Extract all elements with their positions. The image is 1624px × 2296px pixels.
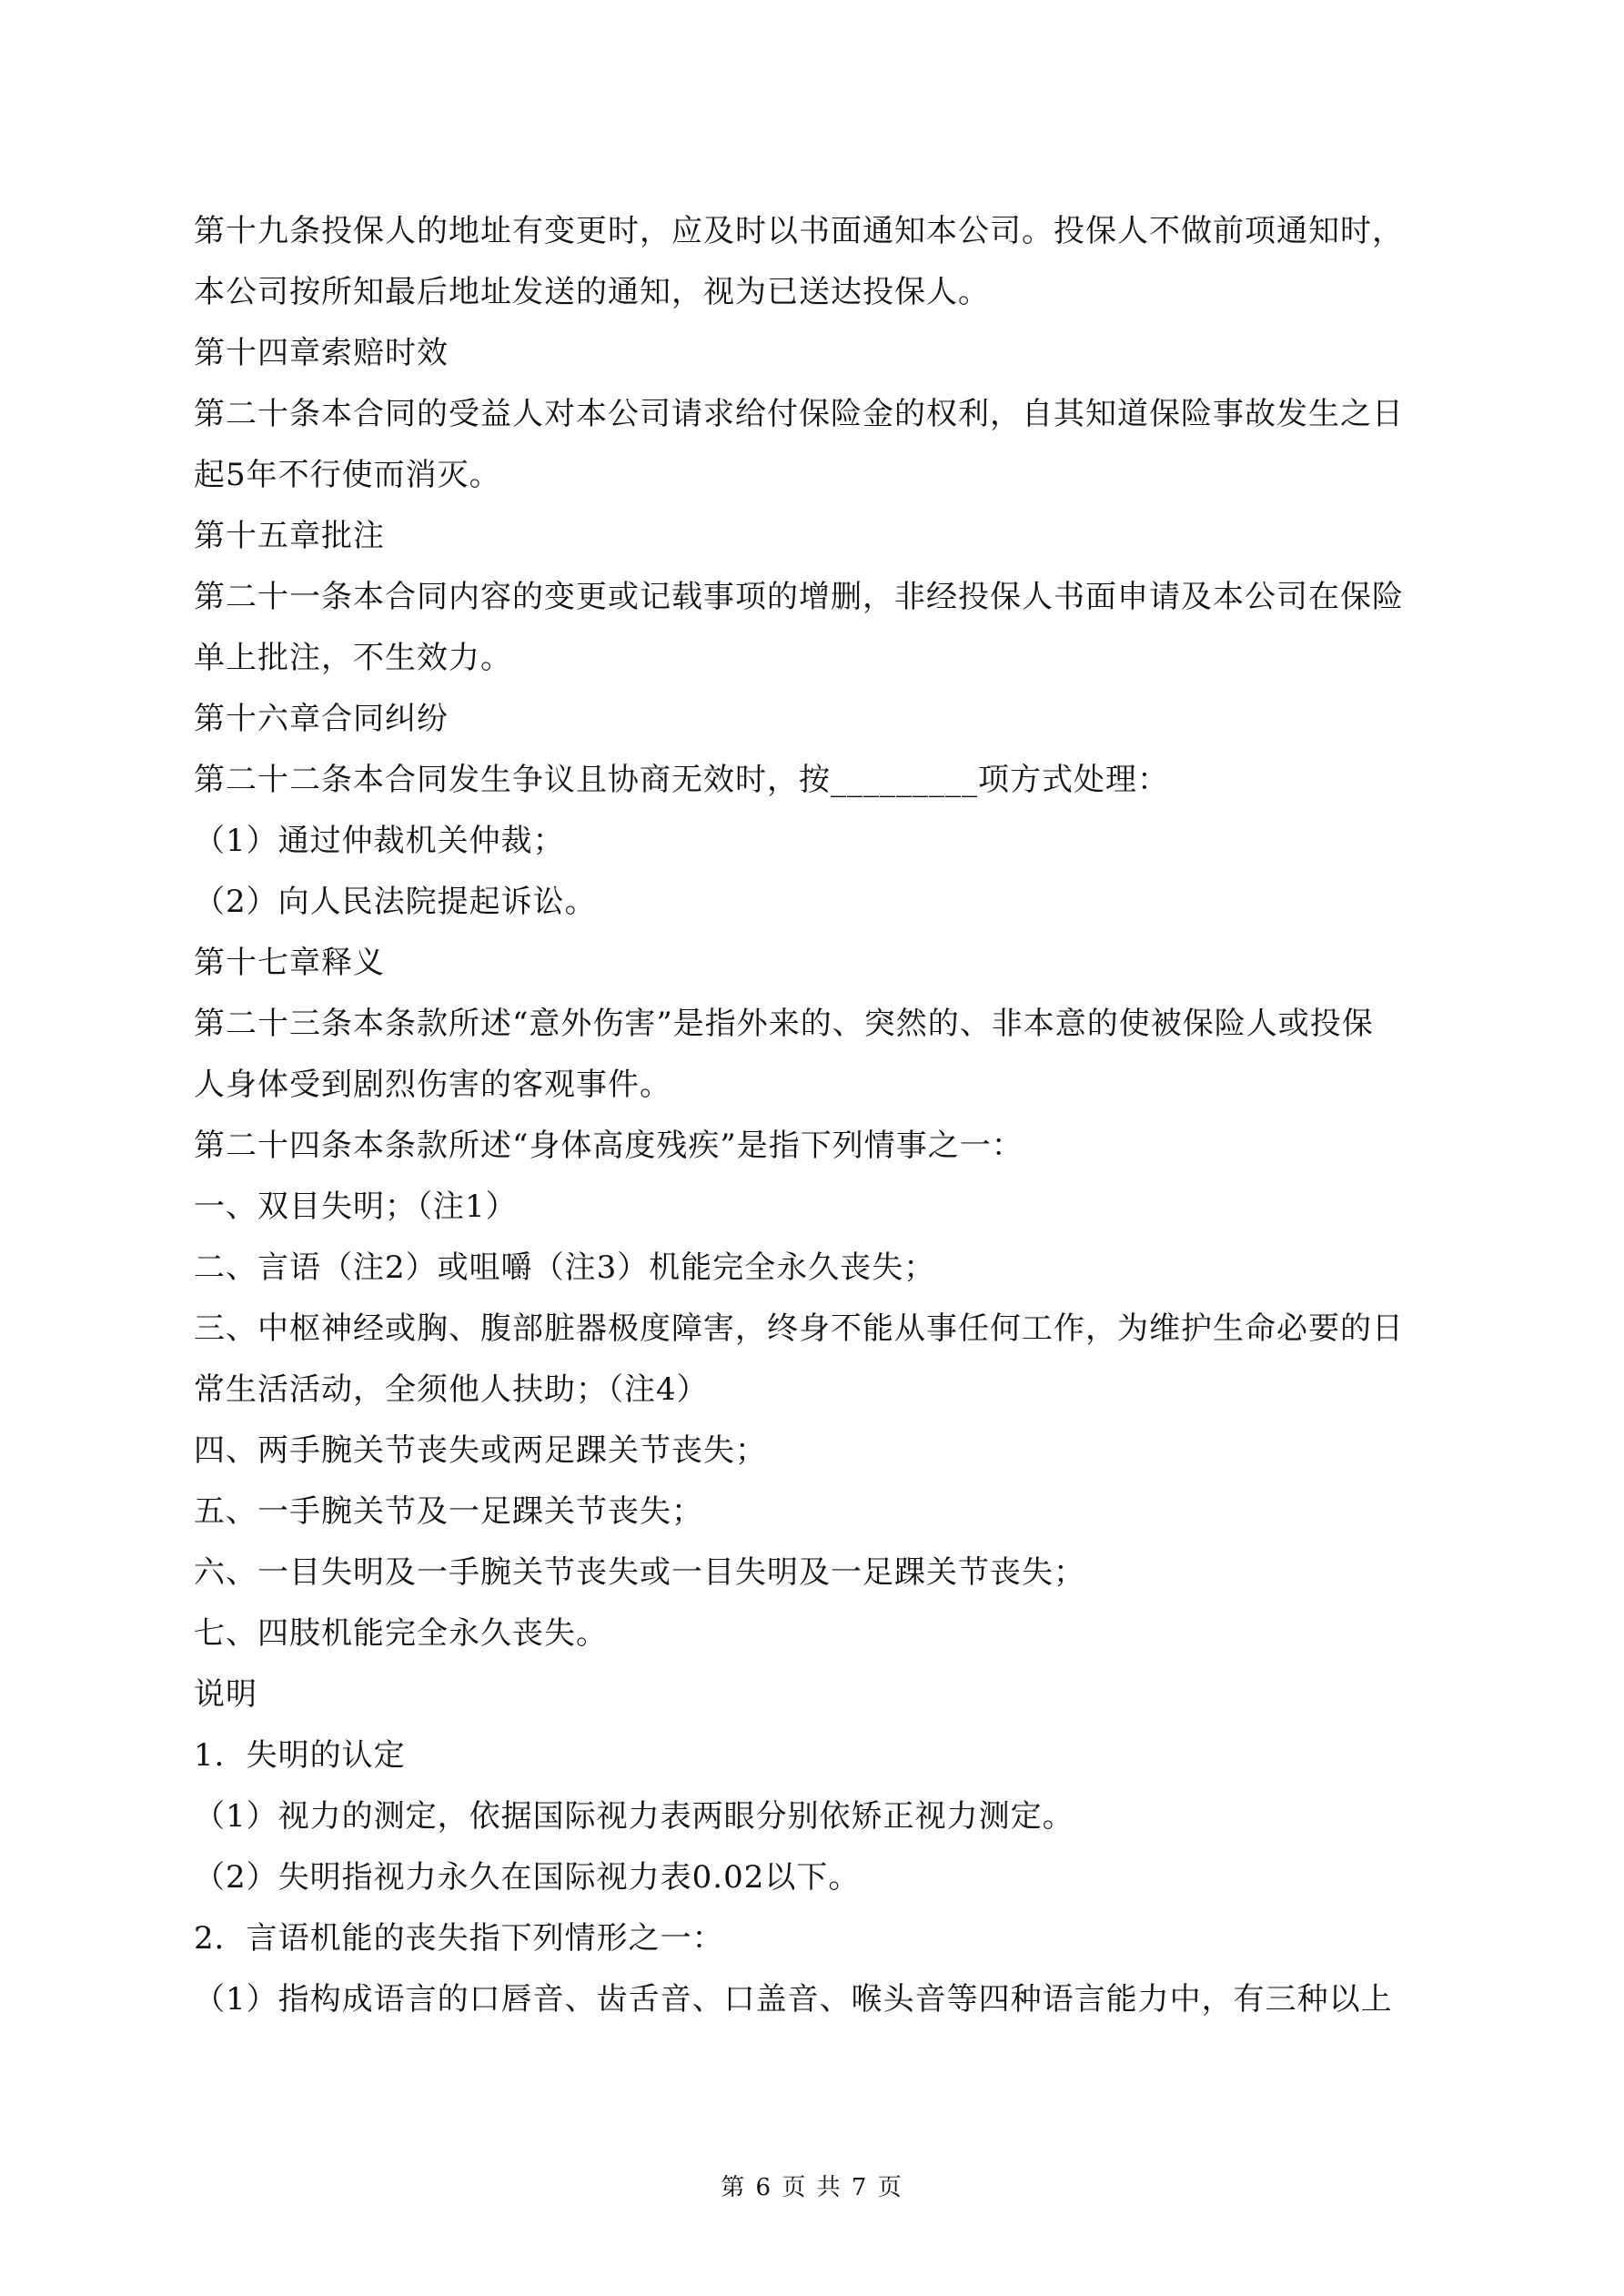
paragraph-line: 第二十一条本合同内容的变更或记载事项的增删，非经投保人书面申请及本公司在保险 bbox=[194, 579, 1404, 615]
chapter-heading: 第十七章释义 bbox=[194, 945, 385, 981]
list-item: （1）视力的测定，依据国际视力表两眼分别依矫正视力测定。 bbox=[194, 1798, 1074, 1835]
list-item: 1．失明的认定 bbox=[194, 1737, 406, 1774]
list-item: 五、一手腕关节及一足踝关节丧失； bbox=[194, 1493, 703, 1530]
paragraph-line: 单上批注，不生效力。 bbox=[194, 640, 512, 676]
paragraph-line: 本公司按所知最后地址发送的通知，视为已送达投保人。 bbox=[194, 274, 990, 310]
paragraph-line: 第二十条本合同的受益人对本公司请求给付保险金的权利，自其知道保险事故发生之日 bbox=[194, 396, 1404, 432]
list-item: （1）通过仲裁机关仲裁； bbox=[194, 823, 565, 859]
paragraph-line: 人身体受到剧烈伤害的客观事件。 bbox=[194, 1067, 671, 1103]
chapter-heading: 第十四章索赔时效 bbox=[194, 335, 449, 371]
list-item: 三、中枢神经或胸、腹部脏器极度障害，终身不能从事任何工作，为维护生命必要的日 bbox=[194, 1310, 1404, 1347]
paragraph-line: 第二十二条本合同发生争议且协商无效时，按_________项方式处理： bbox=[194, 762, 1169, 798]
chapter-heading: 第十六章合同纠纷 bbox=[194, 701, 449, 737]
list-item: （2）失明指视力永久在国际视力表0.02以下。 bbox=[194, 1859, 861, 1896]
list-item: 六、一目失明及一手腕关节丧失或一目失明及一足踝关节丧失； bbox=[194, 1554, 1085, 1591]
section-heading: 说明 bbox=[194, 1676, 257, 1713]
list-item: （1）指构成语言的口唇音、齿舌音、口盖音、喉头音等四种语言能力中，有三种以上 bbox=[194, 1981, 1393, 2018]
chapter-heading: 第十五章批注 bbox=[194, 518, 385, 554]
paragraph-line: 起5年不行使而消灭。 bbox=[194, 457, 501, 493]
paragraph-line: 第二十四条本条款所述“身体高度残疾”是指下列情事之一： bbox=[194, 1128, 1024, 1164]
list-item: 四、两手腕关节丧失或两足踝关节丧失； bbox=[194, 1432, 767, 1469]
page-footer: 第 6 页 共 7 页 bbox=[721, 2174, 903, 2201]
list-item: （2）向人民法院提起诉讼。 bbox=[194, 884, 597, 920]
list-item: 七、四肢机能完全永久丧失。 bbox=[194, 1615, 608, 1652]
list-item: 二、言语（注2）或咀嚼（注3）机能完全永久丧失； bbox=[194, 1249, 936, 1286]
list-item: 2．言语机能的丧失指下列情形之一： bbox=[194, 1920, 724, 1957]
paragraph-line: 第十九条投保人的地址有变更时，应及时以书面通知本公司。投保人不做前项通知时， bbox=[194, 213, 1404, 249]
list-item: 常生活活动，全须他人扶助；（注4） bbox=[194, 1371, 709, 1408]
list-item: 一、双目失明；（注1） bbox=[194, 1188, 518, 1225]
paragraph-line: 第二十三条本条款所述“意外伤害”是指外来的、突然的、非本意的使被保险人或投保 bbox=[194, 1006, 1374, 1042]
